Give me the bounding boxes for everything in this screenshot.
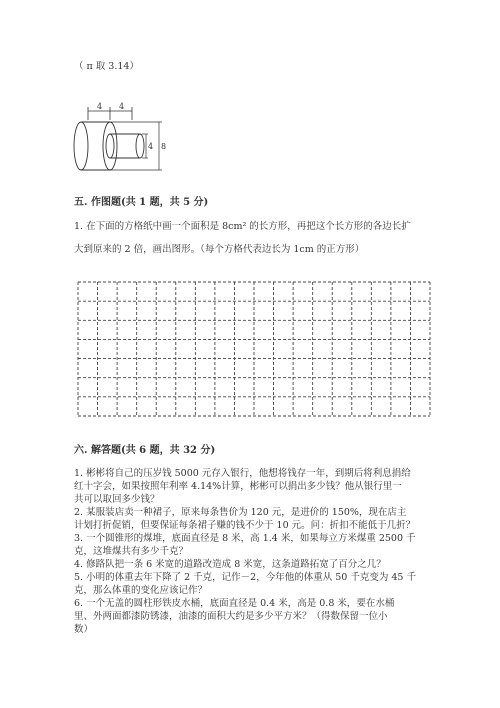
question-line: 1. 彬彬将自己的压岁钱 5000 元存入银行，他想将钱存一年，到期后将利息捐给 bbox=[74, 468, 411, 479]
question-line: 5. 小明的体重去年下降了 2 千克，记作－2，今年他的体重从 50 千克变为 45 千 bbox=[74, 572, 416, 583]
dim-inner: 4 bbox=[148, 142, 154, 151]
question-line: 克，那么体重的变化应该记作？ bbox=[74, 585, 208, 596]
dashed-grid bbox=[76, 280, 432, 418]
question-line: 数） bbox=[74, 624, 94, 635]
question-line: 红十字会，如果按照年利率 4.14%计算，彬彬可以捐出多少钱？他从银行里一 bbox=[74, 481, 402, 492]
section5-q1-line1: 1. 在下面的方格纸中画一个面积是 8cm² 的长方形，再把这个长方形的各边长扩 bbox=[74, 221, 411, 232]
section5-heading: 五. 作图题(共 1 题，共 5 分) bbox=[74, 197, 209, 208]
question-line: 3. 一个圆锥形的煤堆，底面直径是 8 米，高 1.4 米，如果每立方米煤重 2500 千 bbox=[74, 533, 416, 544]
question-line: 克，这堆煤共有多少千克？ bbox=[74, 546, 189, 557]
question-line: 共可以取回多少钱？ bbox=[74, 494, 160, 505]
dim-outer: 8 bbox=[161, 142, 167, 151]
question-line: 2. 某服装店卖一种裙子，原来每条售价为 120 元，是进价的 150%，现在店主 bbox=[74, 507, 407, 518]
question-line: 计划打折促销，但要保证每条裙子赚的钱不少于 10 元。问：折扣不能低于几折？ bbox=[74, 520, 416, 531]
dim-top-2: 4 bbox=[119, 102, 125, 111]
question-line: 里、外两面都漆防锈漆，油漆的面积大约是多少平方米？（得数保留一位小 bbox=[74, 611, 388, 622]
dim-top-1: 4 bbox=[97, 102, 103, 111]
pi-note: （ π 取 3.14） bbox=[74, 61, 139, 72]
question-line: 6. 一个无盖的圆柱形铁皮水桶，底面直径是 0.4 米，高是 0.8 米，要在水桶 bbox=[74, 598, 395, 609]
section6-heading: 六. 解答题(共 6 题，共 32 分) bbox=[74, 445, 216, 456]
section6-questions bbox=[74, 467, 416, 636]
section5-q1-line2: 大到原来的 2 倍，画出图形。（每个方格代表边长为 1cm 的正方形） bbox=[74, 244, 365, 255]
cylinder-figure bbox=[70, 100, 170, 180]
question-line: 4. 修路队把一条 6 米宽的道路改造成 8 米宽，这条道路拓宽了百分之几？ bbox=[74, 559, 386, 570]
